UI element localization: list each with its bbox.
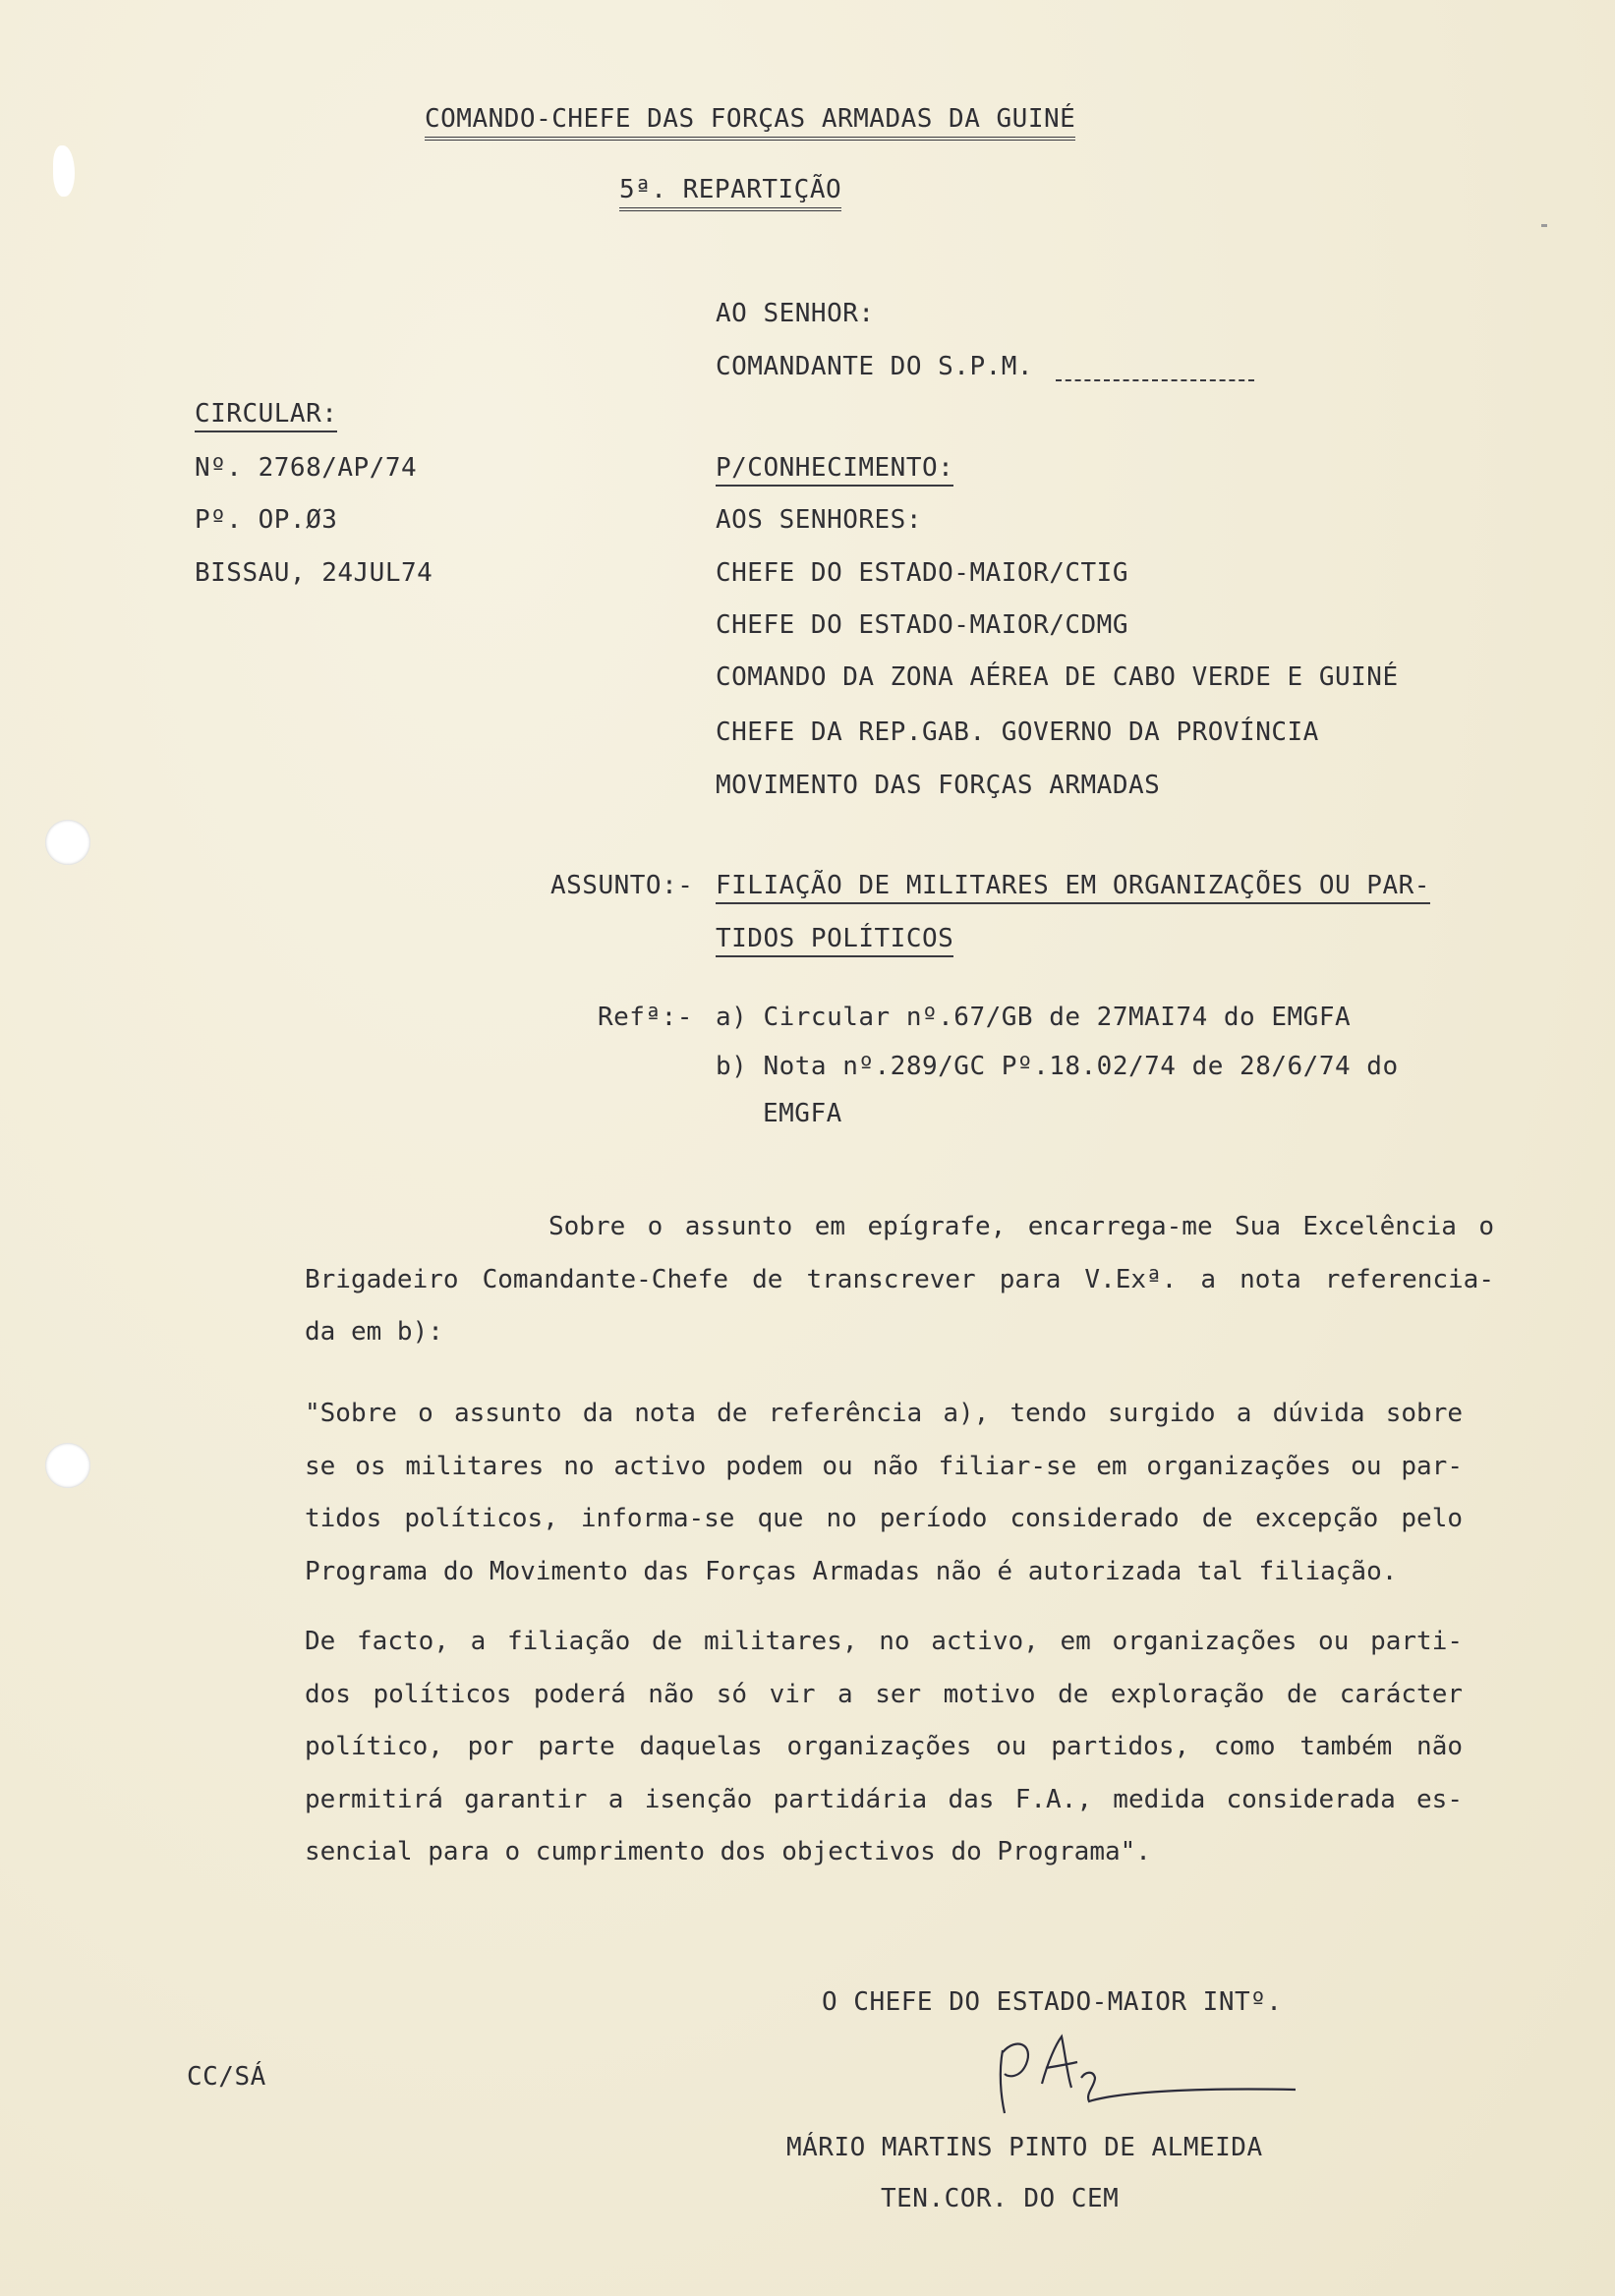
knowledge-label: P/CONHECIMENTO: — [716, 453, 953, 487]
reference-b-line-1: b) Nota nº.289/GC Pº.18.02/74 de 28/6/74 do — [716, 1052, 1399, 1081]
body-line: Programa do Movimento das Forças Armadas não é autorizada tal filiação. — [305, 1556, 1398, 1586]
body-line: "Sobre o assunto da nota de referência a), tendo surgido a dúvida sobre — [305, 1399, 1463, 1428]
circular-place-date: BISSAU, 24JUL74 — [195, 558, 433, 588]
recipient-item: CHEFE DO ESTADO-MAIOR/CDMG — [716, 610, 1128, 640]
header-command: COMANDO-CHEFE DAS FORÇAS ARMADAS DA GUINÉ — [425, 104, 1075, 141]
body-line: tidos políticos, informa-se que no período considerado de excepção pelo — [305, 1504, 1463, 1533]
circular-label: CIRCULAR: — [195, 399, 337, 432]
signatory-name: MÁRIO MARTINS PINTO DE ALMEIDA — [786, 2133, 1263, 2162]
signatory-role: O CHEFE DO ESTADO-MAIOR INTº. — [822, 1987, 1283, 2017]
knowledge-lead: AOS SENHORES: — [716, 505, 922, 535]
body-paragraph-2 — [305, 1388, 1463, 1598]
body-line: sencial para o cumprimento dos objectivos do Programa". — [305, 1837, 1151, 1866]
circular-process: Pº. OP.Ø3 — [195, 505, 338, 535]
circular-number: Nº. 2768/AP/74 — [195, 453, 418, 483]
body-paragraph-3 — [305, 1616, 1463, 1879]
body-line: político, por parte daquelas organizações ou partidos, como também não — [305, 1732, 1463, 1761]
body-line: De facto, a filiação de militares, no activo, em organizações ou parti- — [305, 1627, 1463, 1656]
subject-line-1: FILIAÇÃO DE MILITARES EM ORGANIZAÇÕES OU PAR- — [716, 871, 1430, 904]
body-line: Sobre o assunto em epígrafe, encarrega-me Sua Excelência o — [548, 1212, 1494, 1241]
handwritten-signature — [983, 2023, 1307, 2131]
signatory-rank: TEN.COR. DO CEM — [881, 2184, 1120, 2213]
carbon-copy-initials: CC/SÁ — [187, 2062, 266, 2092]
body-line: se os militares no activo podem ou não filiar-se em organizações ou par- — [305, 1451, 1463, 1481]
addressee-label: AO SENHOR: — [716, 299, 875, 328]
addressee-name: COMANDANTE DO S.P.M. — [716, 352, 1034, 381]
paper-speck — [1541, 224, 1547, 227]
paper-tear — [53, 145, 75, 197]
recipient-item: COMANDO DA ZONA AÉREA DE CABO VERDE E GUINÉ — [716, 662, 1399, 692]
body-line: dos políticos poderá não só vir a ser motivo de exploração de carácter — [305, 1679, 1463, 1709]
subject-label: ASSUNTO:- — [550, 871, 694, 900]
header-department: 5ª. REPARTIÇÃO — [619, 175, 841, 211]
body-line: da em b): — [305, 1317, 443, 1347]
subject-line-2: TIDOS POLÍTICOS — [716, 924, 953, 957]
punch-hole-bottom — [45, 1443, 90, 1488]
reference-a: a) Circular nº.67/GB de 27MAI74 do EMGFA — [716, 1003, 1352, 1032]
reference-b-line-2: EMGFA — [763, 1099, 842, 1128]
addressee-blank-line — [1056, 379, 1254, 381]
body-line: permitirá garantir a isenção partidária das F.A., medida considerada es- — [305, 1784, 1463, 1814]
body-paragraph-1 — [305, 1201, 1494, 1359]
recipient-item: CHEFE DA REP.GAB. GOVERNO DA PROVÍNCIA — [716, 718, 1319, 747]
recipient-item: MOVIMENTO DAS FORÇAS ARMADAS — [716, 771, 1161, 800]
recipient-item: CHEFE DO ESTADO-MAIOR/CTIG — [716, 558, 1128, 588]
references-label: Refª:- — [598, 1003, 693, 1032]
punch-hole-top — [45, 820, 90, 865]
body-line: Brigadeiro Comandante-Chefe de transcrever para V.Exª. a nota referencia- — [305, 1264, 1494, 1294]
